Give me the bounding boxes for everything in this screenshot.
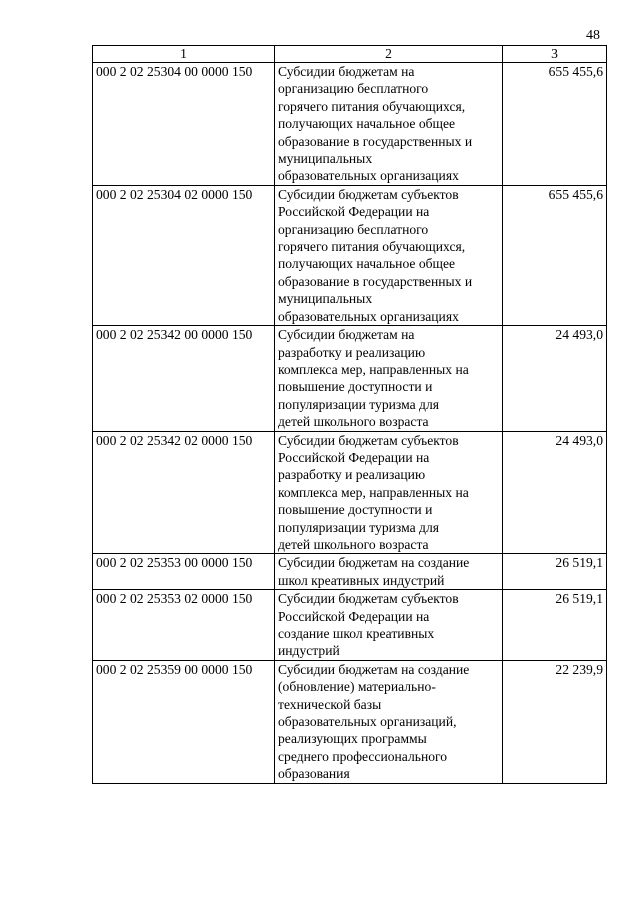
column-header-3: 3 xyxy=(503,46,607,63)
amount-cell: 26 519,1 xyxy=(503,554,607,590)
description-line: комплекса мер, направленных на xyxy=(278,361,469,377)
page-number: 48 xyxy=(586,28,600,43)
description-line: Субсидии бюджетам субъектов xyxy=(278,591,459,607)
description-cell xyxy=(275,63,503,186)
description-line: Субсидии бюджетам на создание xyxy=(278,661,470,677)
amount-cell: 24 493,0 xyxy=(503,326,607,431)
description-line: образование в государственных и xyxy=(278,133,473,149)
budget-code-cell: 000 2 02 25304 00 0000 150 xyxy=(93,63,275,186)
description-line: Российской Федерации на xyxy=(278,449,430,465)
description-cell xyxy=(275,590,503,661)
description-line: технической базы xyxy=(278,696,382,712)
table-body xyxy=(93,63,607,784)
description-line: организацию бесплатного xyxy=(278,81,429,97)
description-line: организацию бесплатного xyxy=(278,221,429,237)
description-line: комплекса мер, направленных на xyxy=(278,484,469,500)
description-line: получающих начальное общее xyxy=(278,256,456,272)
column-header-2: 2 xyxy=(275,46,503,63)
amount-cell: 26 519,1 xyxy=(503,590,607,661)
description-line: образования xyxy=(278,766,350,782)
description-line: детей школьного возраста xyxy=(278,414,429,430)
description-line: Субсидии бюджетам на создание xyxy=(278,555,470,571)
description-line: муниципальных xyxy=(278,151,373,167)
budget-code-cell: 000 2 02 25359 00 0000 150 xyxy=(93,660,275,783)
description-cell xyxy=(275,660,503,783)
description-line: Субсидии бюджетам субъектов xyxy=(278,186,459,202)
amount-cell: 24 493,0 xyxy=(503,431,607,554)
budget-table xyxy=(92,45,607,784)
description-line: популяризации туризма для xyxy=(278,519,439,535)
amount-cell: 655 455,6 xyxy=(503,185,607,325)
description-line: детей школьного возраста xyxy=(278,536,429,552)
description-line: повышение доступности и xyxy=(278,502,433,518)
budget-code-cell: 000 2 02 25342 00 0000 150 xyxy=(93,326,275,431)
table-row xyxy=(93,590,607,661)
budget-code-cell: 000 2 02 25304 02 0000 150 xyxy=(93,185,275,325)
description-line: создание школ креативных xyxy=(278,626,435,641)
table-row xyxy=(93,63,607,186)
description-line: среднего профессионального xyxy=(278,748,448,764)
description-line: (обновление) материально- xyxy=(278,679,436,695)
description-line: горячего питания обучающихся, xyxy=(278,98,466,114)
description-line: горячего питания обучающихся, xyxy=(278,239,466,255)
table-row xyxy=(93,660,607,783)
description-line: образовательных организациях xyxy=(278,168,459,184)
description-line: разработку и реализацию xyxy=(278,344,426,360)
description-cell xyxy=(275,554,503,590)
description-cell xyxy=(275,185,503,325)
table-row xyxy=(93,185,607,325)
description-line: Субсидии бюджетам субъектов xyxy=(278,432,459,448)
description-cell xyxy=(275,431,503,554)
description-line: Субсидии бюджетам на xyxy=(278,327,415,343)
description-line: индустрий xyxy=(278,643,340,659)
description-line: образовательных организациях xyxy=(278,308,459,324)
table-row xyxy=(93,326,607,431)
description-line: образование в государственных и xyxy=(278,273,473,289)
budget-code-cell: 000 2 02 25353 02 0000 150 xyxy=(93,590,275,661)
table-header-row xyxy=(93,46,607,63)
description-line: школ креативных индустрий xyxy=(278,572,445,588)
description-line: повышение доступности и xyxy=(278,379,433,395)
table-row xyxy=(93,554,607,590)
description-cell xyxy=(275,326,503,431)
description-line: образовательных организаций, xyxy=(278,714,457,730)
description-line: Российской Федерации на xyxy=(278,608,430,624)
description-line: реализующих программы xyxy=(278,731,427,747)
description-line: популяризации туризма для xyxy=(278,396,439,412)
amount-cell: 22 239,9 xyxy=(503,660,607,783)
description-line: Субсидии бюджетам на xyxy=(278,64,415,79)
budget-code-cell: 000 2 02 25342 02 0000 150 xyxy=(93,431,275,554)
table-row xyxy=(93,431,607,554)
budget-code-cell: 000 2 02 25353 00 0000 150 xyxy=(93,554,275,590)
description-line: разработку и реализацию xyxy=(278,467,426,483)
amount-cell: 655 455,6 xyxy=(503,63,607,186)
column-header-1: 1 xyxy=(93,46,275,63)
description-line: Российской Федерации на xyxy=(278,204,430,220)
description-line: муниципальных xyxy=(278,291,373,307)
description-line: получающих начальное общее xyxy=(278,116,456,132)
